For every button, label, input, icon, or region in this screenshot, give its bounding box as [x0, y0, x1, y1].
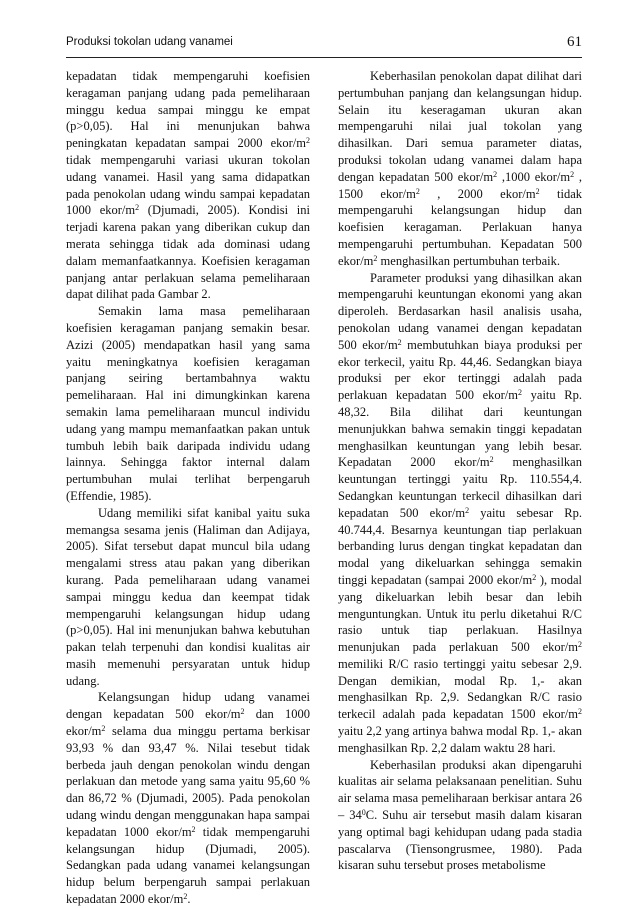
running-title: Produksi tokolan udang vanamei: [66, 36, 233, 48]
text-run: (Djumadi, 2005). Kondisi ini terjadi karena pakan yang diberikan cukup dan merata sehingga tidak ada dominasi udang dalam memanfaatkannya. Koefisien keragaman panjang antar perlakuan selama pemeliharaan dapat dilihat pada Gambar 2.: [66, 203, 310, 302]
text-run: Kelangsungan hidup udang vanamei dengan kepadatan 500 ekor/m: [66, 690, 310, 722]
superscript: 2: [397, 337, 402, 347]
paragraph: [66, 689, 310, 907]
superscript: 2: [465, 505, 470, 515]
text-run: menghasilkan pertumbuhan terbaik.: [377, 253, 561, 268]
superscript: 2: [183, 892, 188, 902]
left-column: [66, 68, 310, 908]
superscript: 2: [415, 186, 420, 196]
text-run: ,1000 ekor/m: [497, 169, 571, 184]
superscript: 2: [570, 169, 575, 179]
paragraph: [66, 303, 310, 505]
text-run: , 1500 ekor/m: [338, 169, 582, 201]
text-run: Semakin lama masa pemeliharaan koefisien keragaman panjang semakin besar. Azizi (2005) mendapatkan hasil yang sama yaitu meningkatnya koefisien keragaman panjang seiring bertambahnya waktu pemeliharaan. Hal ini dimungkinkan karena semakin lama pemeliharaan muncul individu udang yang mampu memanfaatkan pakan untuk tumbuh lebih baik daripada individu udang lainnya. Sehingga faktor internal dalam pertumbuhan mulai terlihat berpengaruh (Effendie, 1985).: [66, 304, 310, 503]
superscript: 2: [135, 203, 140, 213]
text-run: Keberhasilan produksi akan dipengaruhi kualitas air selama pelaksanaan penelitian. Suhu air selama masa pemeliharaan berkisar antara 26 – 34: [338, 757, 582, 823]
text-run: memiliki R/C rasio tertinggi yaitu sebesar 2,9. Dengan demikian, modal Rp. 1,- akan menghasilkan Rp. 2,9. Sedangkan R/C rasio terkecil adalah pada kepadatan 1500 ekor/m: [338, 656, 582, 722]
text-run: yaitu 2,2 yang artinya bahwa modal Rp. 1,- akan menghasilkan Rp. 2,2 dalam waktu 28 hari.: [338, 724, 582, 755]
text-run: kepadatan tidak mempengaruhi koefisien keragaman panjang udang pada pemeliharaan minggu kedua sampai minggu ke empat (p>0,05). Hal ini menunjukan bahwa peningkatan kepadatan sampai 2000 ekor/m: [66, 69, 310, 151]
text-run: tidak mempengaruhi kelangsungan hidup (Djumadi, 2005). Sedangkan pada udang vanamei kelangsungan hidup belum berpengaruh sampai perlakuan kepadatan 2000 ekor/m: [66, 824, 310, 907]
text-run: tidak mempengaruhi variasi ukuran tokolan udang vanamei. Hasil yang sama didapatkan pada penokolan udang windu sampai kepadatan 1000 ekor/m: [66, 152, 310, 218]
text-run: C. Suhu air tersebut masih dalam kisaran yang optimal bagi kehidupan udang pada stadia pascalarva (Tiensongrusmee, 1980). Pada kisaran suhu tersebut proses metabolisme: [338, 808, 583, 873]
paragraph: [66, 68, 310, 303]
text-run: Keberhasilan penokolan dapat dilihat dari pertumbuhan panjang dan kelangsungan hidup. Selain itu keseragaman ukuran akan mempengaruhi nilai jual tokolan yang dihasilkan. Dari semua parameter diatas, produksi tokolan udang vanamei dalam hapa dengan kepadatan 500 ekor/m: [338, 69, 582, 184]
superscript: 2: [535, 186, 540, 196]
text-run: , 2000 ekor/m: [419, 186, 536, 201]
superscript: 2: [518, 388, 523, 398]
text-run: yaitu sebesar Rp. 40.744,4. Besarnya keuntungan tiap perlakuan berbanding lurus dengan tingkat kepadatan dan modal yang dikeluarkan sehingga semakin tinggi kepadatan (sampai 2000 ekor/m: [338, 505, 582, 587]
right-column: [338, 68, 582, 874]
superscript: 0: [361, 808, 366, 818]
text-run: Udang memiliki sifat kanibal yaitu suka memangsa sesama jenis (Haliman dan Adijaya, 2005). Sifat tersebut dapat muncul bila udang mengalami stress atau pakan yang diberikan kurang. Pada pemeliharaan udang vanamei sampai minggu kedua dan keempat tidak mempengaruhi kelangsungan hidup udang (p>0,05). Hal ini menunjukan bahwa kebutuhan pakan telah terpenuhi dan kondisi kualitas air masih memenuhi persyaratan untuk hidup udang.: [66, 505, 310, 688]
page-number: 61: [567, 34, 582, 50]
paragraph: [338, 68, 582, 270]
text-run: .: [187, 892, 191, 907]
superscript: 2: [578, 640, 582, 650]
superscript: 2: [191, 824, 196, 834]
superscript: 2: [493, 169, 498, 179]
text-run: menghasilkan keuntungan tertinggi yaitu Rp. 110.554,4. Sedangkan keuntungan terkecil dihasilkan dari kepadatan 500 ekor/m: [338, 455, 582, 520]
paragraph: [338, 757, 582, 875]
superscript: 2: [240, 707, 245, 717]
superscript: 2: [373, 253, 378, 263]
superscript: 2: [306, 136, 310, 146]
text-run: tidak mempengaruhi kelangsungan hidup dan koefisien keragaman. Perlakuan hanya mempengaruhi pertumbuhan. Kepadatan 500 ekor/m: [338, 186, 582, 268]
superscript: 2: [101, 724, 106, 734]
superscript: 2: [489, 455, 494, 465]
text-run: membutuhkan biaya produksi per ekor terkecil, yaitu Rp. 44,46. Sedangkan biaya produksi per ekor tertinggi adalah pada perlakuan kepadatan 500 ekor/m: [338, 337, 582, 403]
text-run: dan 1000 ekor/m: [66, 707, 310, 739]
paragraph: [338, 270, 582, 757]
header-rule: [66, 57, 582, 58]
text-run: Parameter produksi yang dihasilkan akan mempengaruhi keuntungan ekonomi yang akan diperoleh. Berdasarkan hasil analisis usaha, penokolan udang vanamei dengan kepadatan 500 ekor/m: [338, 270, 582, 352]
superscript: 2: [532, 572, 537, 582]
superscript: 2: [578, 707, 582, 717]
text-run: ), modal yang dikeluarkan lebih besar dan lebih menguntungkan. Untuk itu perlu diketahui R/C rasio untuk tiap perlakuan. Hasilnya menunjukan pada perlakuan 500 ekor/m: [338, 572, 582, 655]
paragraph: [66, 505, 310, 690]
text-run: selama dua minggu pertama berkisar 93,93 % dan 93,47 %. Nilai tesebut tidak berbeda jauh dengan penokolan windu dengan perlakuan dan metode yang sama yaitu 95,60 % dan 86,72 % (Djumadi, 2005). Pada penokolan udang windu dengan menggunakan hapa sampai kepadatan 1000 ekor/m: [66, 724, 310, 839]
text-run: yaitu Rp. 48,32. Bila dilihat dari keuntungan menunjukkan bahwa semakin tinggi kepadatan menghasilkan keuntungan yang lebih besar. Kepadatan 2000 ekor/m: [338, 388, 582, 470]
